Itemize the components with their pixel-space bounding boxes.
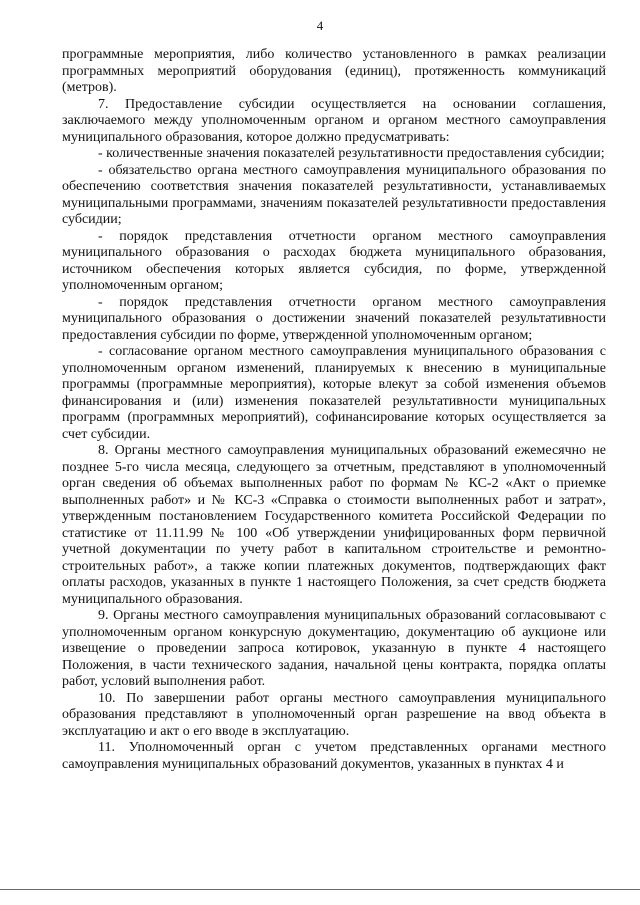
paragraph-clause-8: 8. Органы местного самоуправления муниципальных образований ежемесячно не позднее 5-го числа месяца, следующего за отчетным, представляют в уполномоченный орган сведения об объемах выполненных работ по формам № КС-2 «Акт о приемке выполненных работ» и № КС-3 «Справка о стоимости выполненных работ и затрат», утвержденным постановлением Государственного комитета Российской Федерации по статистике от 11.11.99 № 100 «Об утверждении унифицированных форм первичной учетной документации по учету работ в капитальном строительстве и ремонтно-строительных работ», а также копии платежных документов, подтверждающих факт оплаты расходов, указанных в пункте 1 настоящего Положения, за счет средств бюджета муниципального образования.	[62, 443, 606, 607]
paragraph-continuation: программные мероприятия, либо количество установленного в рамках реализации программных мероприятий оборудования (единиц), протяженность коммуникаций (метров).	[62, 47, 606, 95]
document-body	[62, 47, 606, 773]
page-number: 4	[316, 18, 324, 33]
list-item-expense-reporting: - порядок представления отчетности органом местного самоуправления муниципального образования о расходах бюджета муниципального образования, источником обеспечения которых является субсидия, по форме, утвержденной уполномоченным органом;	[62, 228, 606, 293]
paragraph-clause-7: 7. Предоставление субсидии осуществляется на основании соглашения, заключаемого между уполномоченным органом и органом местного самоуправления муниципального образования, которое должно предусматривать:	[62, 96, 606, 145]
paragraph-clause-9: 9. Органы местного самоуправления муниципальных образований согласовывают с уполномоченным органом конкурсную документацию, документацию об аукционе или извещение о проведении запроса котировок, указанную в пункте 4 настоящего Положения, в части технического задания, начальной цены контракта, порядка оплаты работ, условий выполнения работ.	[62, 608, 606, 689]
list-item-results-reporting: - порядок представления отчетности органом местного самоуправления муниципального образования о достижении значений показателей результативности предоставления субсидии по форме, утвержденной уполномоченным органом;	[62, 294, 606, 343]
list-item-performance-indicators: - количественные значения показателей результативности предоставления субсидии;	[98, 146, 605, 161]
list-item-obligation: - обязательство органа местного самоуправления муниципального образования по обеспечению соответствия значения показателей результативности, устанавливаемых муниципальными программами, значениям показателей результативности предоставления субсидии;	[62, 162, 606, 227]
page-bottom-divider	[0, 889, 640, 890]
list-item-change-approval: - согласование органом местного самоуправления муниципального образования с уполномоченным органом изменений, планируемых к внесению в муниципальные программы (программные мероприятия), которые влекут за собой изменения объемов финансирования и (или) изменения показателей результативности муниципальных программ (программных мероприятий), софинансирование которых осуществляется за счет субсидии.	[62, 344, 606, 442]
paragraph-clause-10: 10. По завершении работ органы местного самоуправления муниципального образования представляют в уполномоченный орган разрешение на ввод объекта в эксплуатацию и акт о его вводе в эксплуатацию.	[62, 690, 606, 739]
paragraph-clause-11: 11. Уполномоченный орган с учетом представленных органами местного самоуправления муниципальных образований документов, указанных в пунктах 4 и	[62, 740, 606, 772]
